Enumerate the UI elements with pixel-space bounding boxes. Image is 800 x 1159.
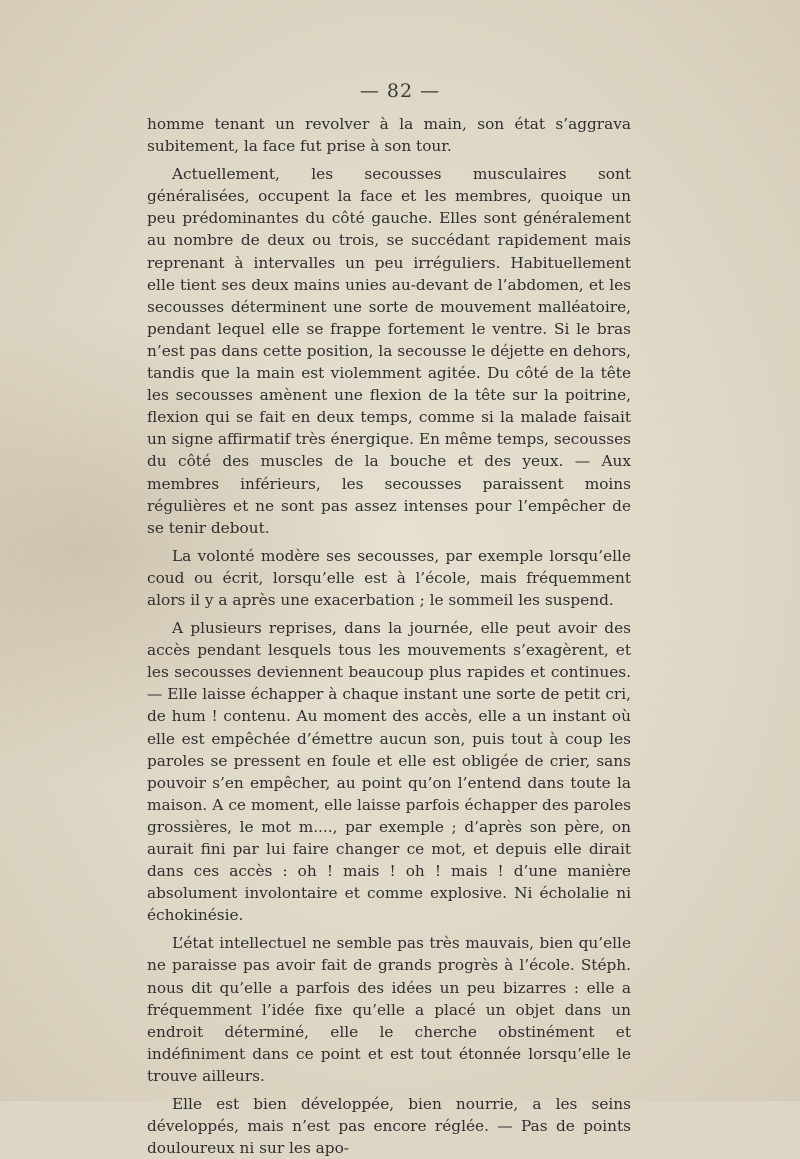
paragraph-4: A plusieurs reprises, dans la journée, elle peut avoir des accès pendant lesquels tous les mouvements s’exagèrent, et les secousses deviennent beaucoup plus rapides et continues. — Elle laisse échapper à chaque instant une sorte de petit cri, de hum ! contenu. Au moment des accès, elle a un instant où elle est empêchée d’émettre aucun son, puis tout à coup les paroles se pressent en foule et elle est obligée de crier, sans pouvoir s’en empêcher, au point qu’on l’entend dans toute la maison. A ce moment, elle laisse parfois échapper des paroles grossières, le mot m...., par exemple ; d’après son père, on aurait fini par lui faire changer ce mot, et depuis elle dirait dans ces accès : oh ! mais ! oh ! mais ! d’une manière absolument involontaire et comme explosive. Ni écholalie ni échokinésie. xyxy=(147,619,631,925)
paragraph-1: homme tenant un revolver à la main, son état s’aggrava subitement, la face fut prise à son tour. xyxy=(147,115,631,156)
paragraph-2: Actuellement, les secousses musculaires sont généralisées, occupent la face et les membres, quoique un peu prédominantes du côté gauche. Elles sont généralement au nombre de deux ou trois, se succédant rapidement mais reprenant à intervalles un peu irréguliers. Habituellement elle tient ses deux mains unies au-devant de l’abdomen, et les secousses déterminent une sorte de mouvement malléatoire, pendant lequel elle se frappe fortement le ventre. Si le bras n’est pas dans cette position, la secousse le déjette en dehors, tandis que la main est violemment agitée. Du côté de la tête les secousses amènent une flexion de la tête sur la poitrine, flexion qui se fait en deux temps, comme si la malade faisait un signe affirmatif très énergique. En même temps, secousses du côté des muscles de la bouche et des yeux. — Aux membres inférieurs, les secousses paraissent moins régulières et ne sont pas assez intenses pour l’empêcher de se tenir debout. xyxy=(147,165,631,537)
page-number: — 82 — xyxy=(359,80,441,102)
paragraph-6: Elle est bien développée, bien nourrie, a les seins développés, mais n’est pas encore réglée. — Pas de points douloureux ni sur les apo- xyxy=(147,1095,631,1158)
body-text xyxy=(147,113,631,1159)
paragraph-5: L’état intellectuel ne semble pas très mauvais, bien qu’elle ne paraisse pas avoir fait de grands progrès à l’école. Stéph. nous dit qu’elle a parfois des idées un peu bizarres : elle a fréquemment l’idée fixe qu’elle a placé un objet dans un endroit déterminé, elle le cherche obstinément et indéfiniment dans ce point et est tout étonnée lorsqu’elle le trouve ailleurs. xyxy=(147,934,631,1085)
paragraph-3: La volonté modère ses secousses, par exemple lorsqu’elle coud ou écrit, lorsqu’elle est à l’école, mais fréquemment alors il y a après une exacerbation ; le sommeil les suspend. xyxy=(147,546,631,609)
